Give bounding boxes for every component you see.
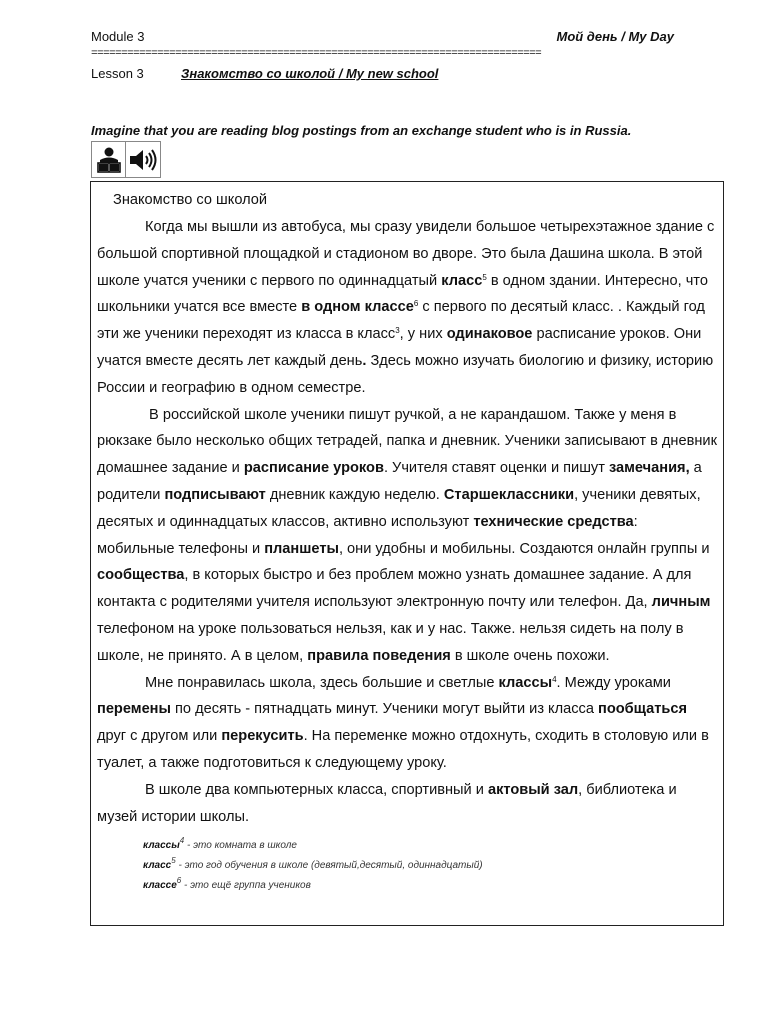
reading-text-box [90, 181, 724, 926]
activity-icons [91, 141, 161, 178]
lesson-label: Lesson 3 [91, 66, 144, 81]
paragraph-4: В школе два компьютерных класса, спортивный и актовый зал, библиотека и музей истории школы. [97, 781, 677, 825]
lesson-title: Знакомство со школой / My new school [181, 66, 439, 81]
page-header [91, 29, 674, 44]
glossary-note: классе$^6$ - это ещё группа учеников [143, 876, 311, 892]
paragraph-3: Мне понравилась школа, здесь большие и светлые классы$^4$. Между уроками перемены по десять - пятнадцать минут. Ученики могут выйти из класса пообщаться друг с другом или перекусить. На переменке можно отдохнуть, сходить в столовую или в туалет, а также подготовиться к следующему уроку. [97, 674, 709, 771]
module-label: Module 3 [91, 29, 145, 44]
lesson-header [91, 66, 674, 81]
glossary-notes [143, 836, 717, 896]
speaker-icon[interactable] [126, 148, 160, 172]
glossary-note: классы$^4$ - это комната в школе [143, 836, 297, 852]
instructions: Imagine that you are reading blog postings from an exchange student who is in Russia. [91, 123, 632, 138]
paragraph-1: Когда мы вышли из автобуса, мы сразу увидели большое четырехэтажное здание с большой спортивной площадкой и стадионом во дворе. Это была Дашина школа. В этой школе учатся ученики с первого по одиннадцатый класс$^5$ в одном здании. Интересно, что школьники учатся все вместе в одном классе$^6$ с первого по десятый класс. . Каждый год эти же ученики переходят из класса в класс$^3$, у них одинаковое расписание уроков. Они учатся вместе десять лет каждый день. Здесь можно изучать биологию и физику, историю России и географию в одном семестре. [97, 219, 715, 396]
paragraph-2: В российской школе ученики пишут ручкой, а не карандашом. Также у меня в рюкзаке было несколько общих тетрадей, папка и дневник. Ученики записывают в дневник домашнее задание и расписание уроков. Учителя ставят оценки и пишут замечания, а родители подписывают дневник каждую неделю. Старшеклассники, ученики девятых, десятых и одиннадцатых классов, активно используют технические средства: мобильные телефоны и планшеты, они удобны и мобильны. Создаются онлайн группы и сообщества, в которых быстро и без проблем можно узнать домашнее задание. А для контакта с родителями учителя используют электронную почту или телефон. Да, личным телефоном на уроке пользоваться нельзя, как и у нас. Также. нельзя сидеть на полу в школе, не принято. А в целом, правила поведения в школе очень похожи. [97, 406, 717, 664]
text-title: Знакомство со школой [113, 192, 268, 208]
reader-icon [92, 142, 126, 177]
module-topic: Мой день / My Day [556, 29, 674, 44]
glossary-note: класс$^5$ - это год обучения в школе (девятый,десятый, одиннадцатый) [143, 856, 483, 872]
header-divider: =========================================================================== [91, 48, 542, 60]
